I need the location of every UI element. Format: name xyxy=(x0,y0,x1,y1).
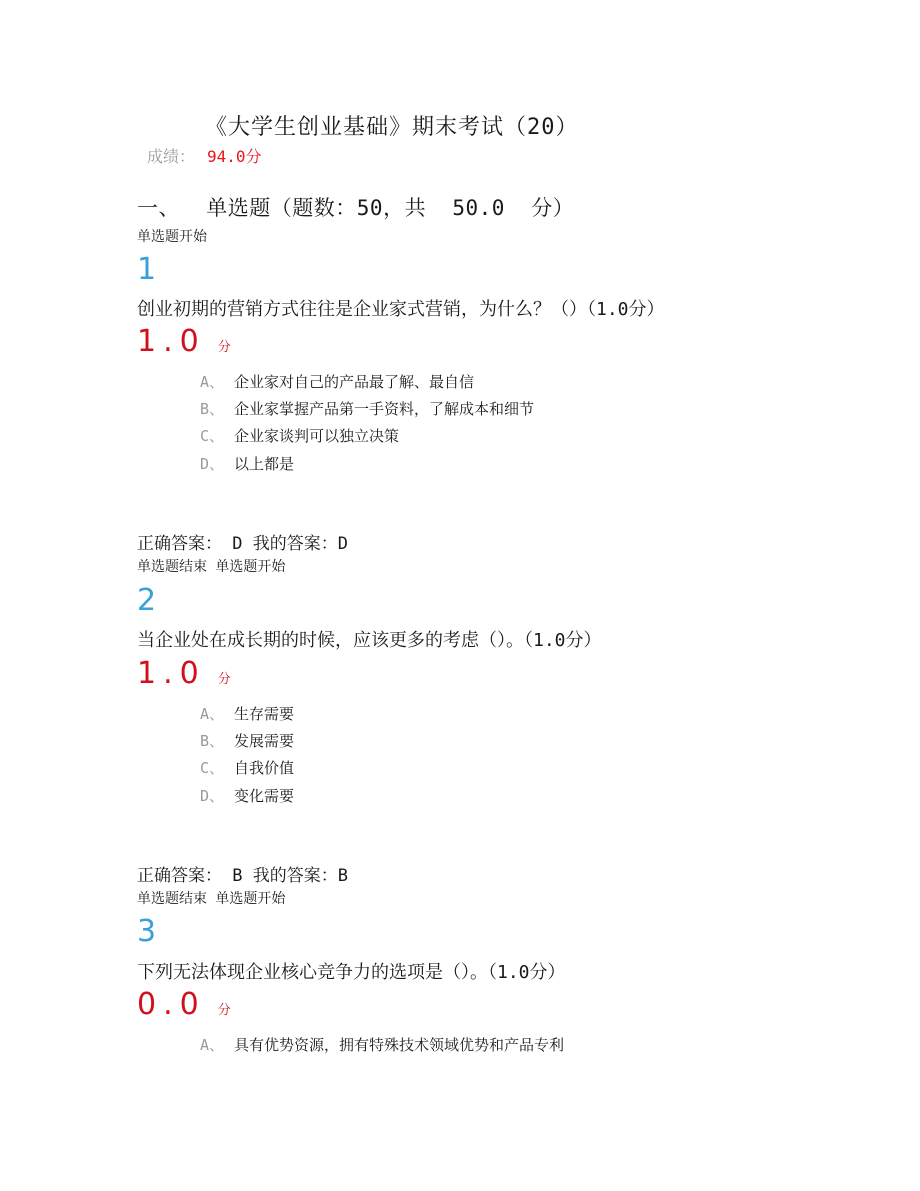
question-number: 2 xyxy=(137,583,157,618)
option-text: 企业家对自己的产品最了解、最自信 xyxy=(234,373,475,391)
option-letter: D、 xyxy=(200,455,225,473)
option-c[interactable] xyxy=(200,425,399,446)
option-b[interactable] xyxy=(200,398,534,419)
option-text: 发展需要 xyxy=(234,732,295,750)
answer-line: 正确答案： D 我的答案：D xyxy=(137,534,348,554)
option-text: 企业家谈判可以独立决策 xyxy=(234,427,400,445)
option-b[interactable] xyxy=(200,730,294,751)
total-score xyxy=(147,144,262,167)
question-score xyxy=(137,324,231,359)
option-a[interactable] xyxy=(200,1034,564,1055)
option-letter: A、 xyxy=(200,373,225,391)
section-end-start-label: 单选题结束 单选题开始 xyxy=(137,891,286,907)
option-letter: B、 xyxy=(200,732,225,750)
option-text: 变化需要 xyxy=(234,787,295,805)
option-letter: A、 xyxy=(200,1036,225,1054)
question-text: 当企业处在成长期的时候，应该更多的考虑（）。（1.0分） xyxy=(137,630,602,651)
score-label: 成绩： xyxy=(147,147,196,166)
option-letter: C、 xyxy=(200,759,225,777)
option-a[interactable] xyxy=(200,703,294,724)
question-text: 下列无法体现企业核心竞争力的选项是（）。（1.0分） xyxy=(137,962,566,983)
score-value: 94.0分 xyxy=(207,147,262,166)
question-score-unit: 分 xyxy=(217,340,231,355)
question-score-value: 1.0 xyxy=(137,324,206,359)
option-c[interactable] xyxy=(200,757,294,778)
question-score xyxy=(137,987,231,1022)
option-d[interactable] xyxy=(200,453,294,474)
section-start-label: 单选题开始 xyxy=(137,229,207,245)
option-text: 具有优势资源，拥有特殊技术领域优势和产品专利 xyxy=(234,1036,565,1054)
option-text: 自我价值 xyxy=(234,759,295,777)
question-number: 3 xyxy=(137,914,157,949)
answer-line: 正确答案： B 我的答案：B xyxy=(137,866,348,886)
question-score-value: 0.0 xyxy=(137,987,206,1022)
question-text: 创业初期的营销方式往往是企业家式营销，为什么？（）（1.0分） xyxy=(137,299,665,320)
option-letter: D、 xyxy=(200,787,225,805)
question-score-unit: 分 xyxy=(217,672,231,687)
question-score-value: 1.0 xyxy=(137,656,206,691)
option-letter: C、 xyxy=(200,427,225,445)
option-text: 生存需要 xyxy=(234,705,295,723)
section-heading: 一、 单选题（题数：50，共 50.0 分） xyxy=(137,196,575,220)
question-score xyxy=(137,656,231,691)
question-number: 1 xyxy=(137,252,157,287)
exam-title: 《大学生创业基础》期末考试（20） xyxy=(205,115,579,140)
option-a[interactable] xyxy=(200,371,474,392)
option-text: 企业家掌握产品第一手资料，了解成本和细节 xyxy=(234,400,535,418)
option-letter: A、 xyxy=(200,705,225,723)
option-letter: B、 xyxy=(200,400,225,418)
section-end-start-label: 单选题结束 单选题开始 xyxy=(137,559,286,575)
option-d[interactable] xyxy=(200,785,294,806)
question-score-unit: 分 xyxy=(217,1003,231,1018)
option-text: 以上都是 xyxy=(234,455,295,473)
